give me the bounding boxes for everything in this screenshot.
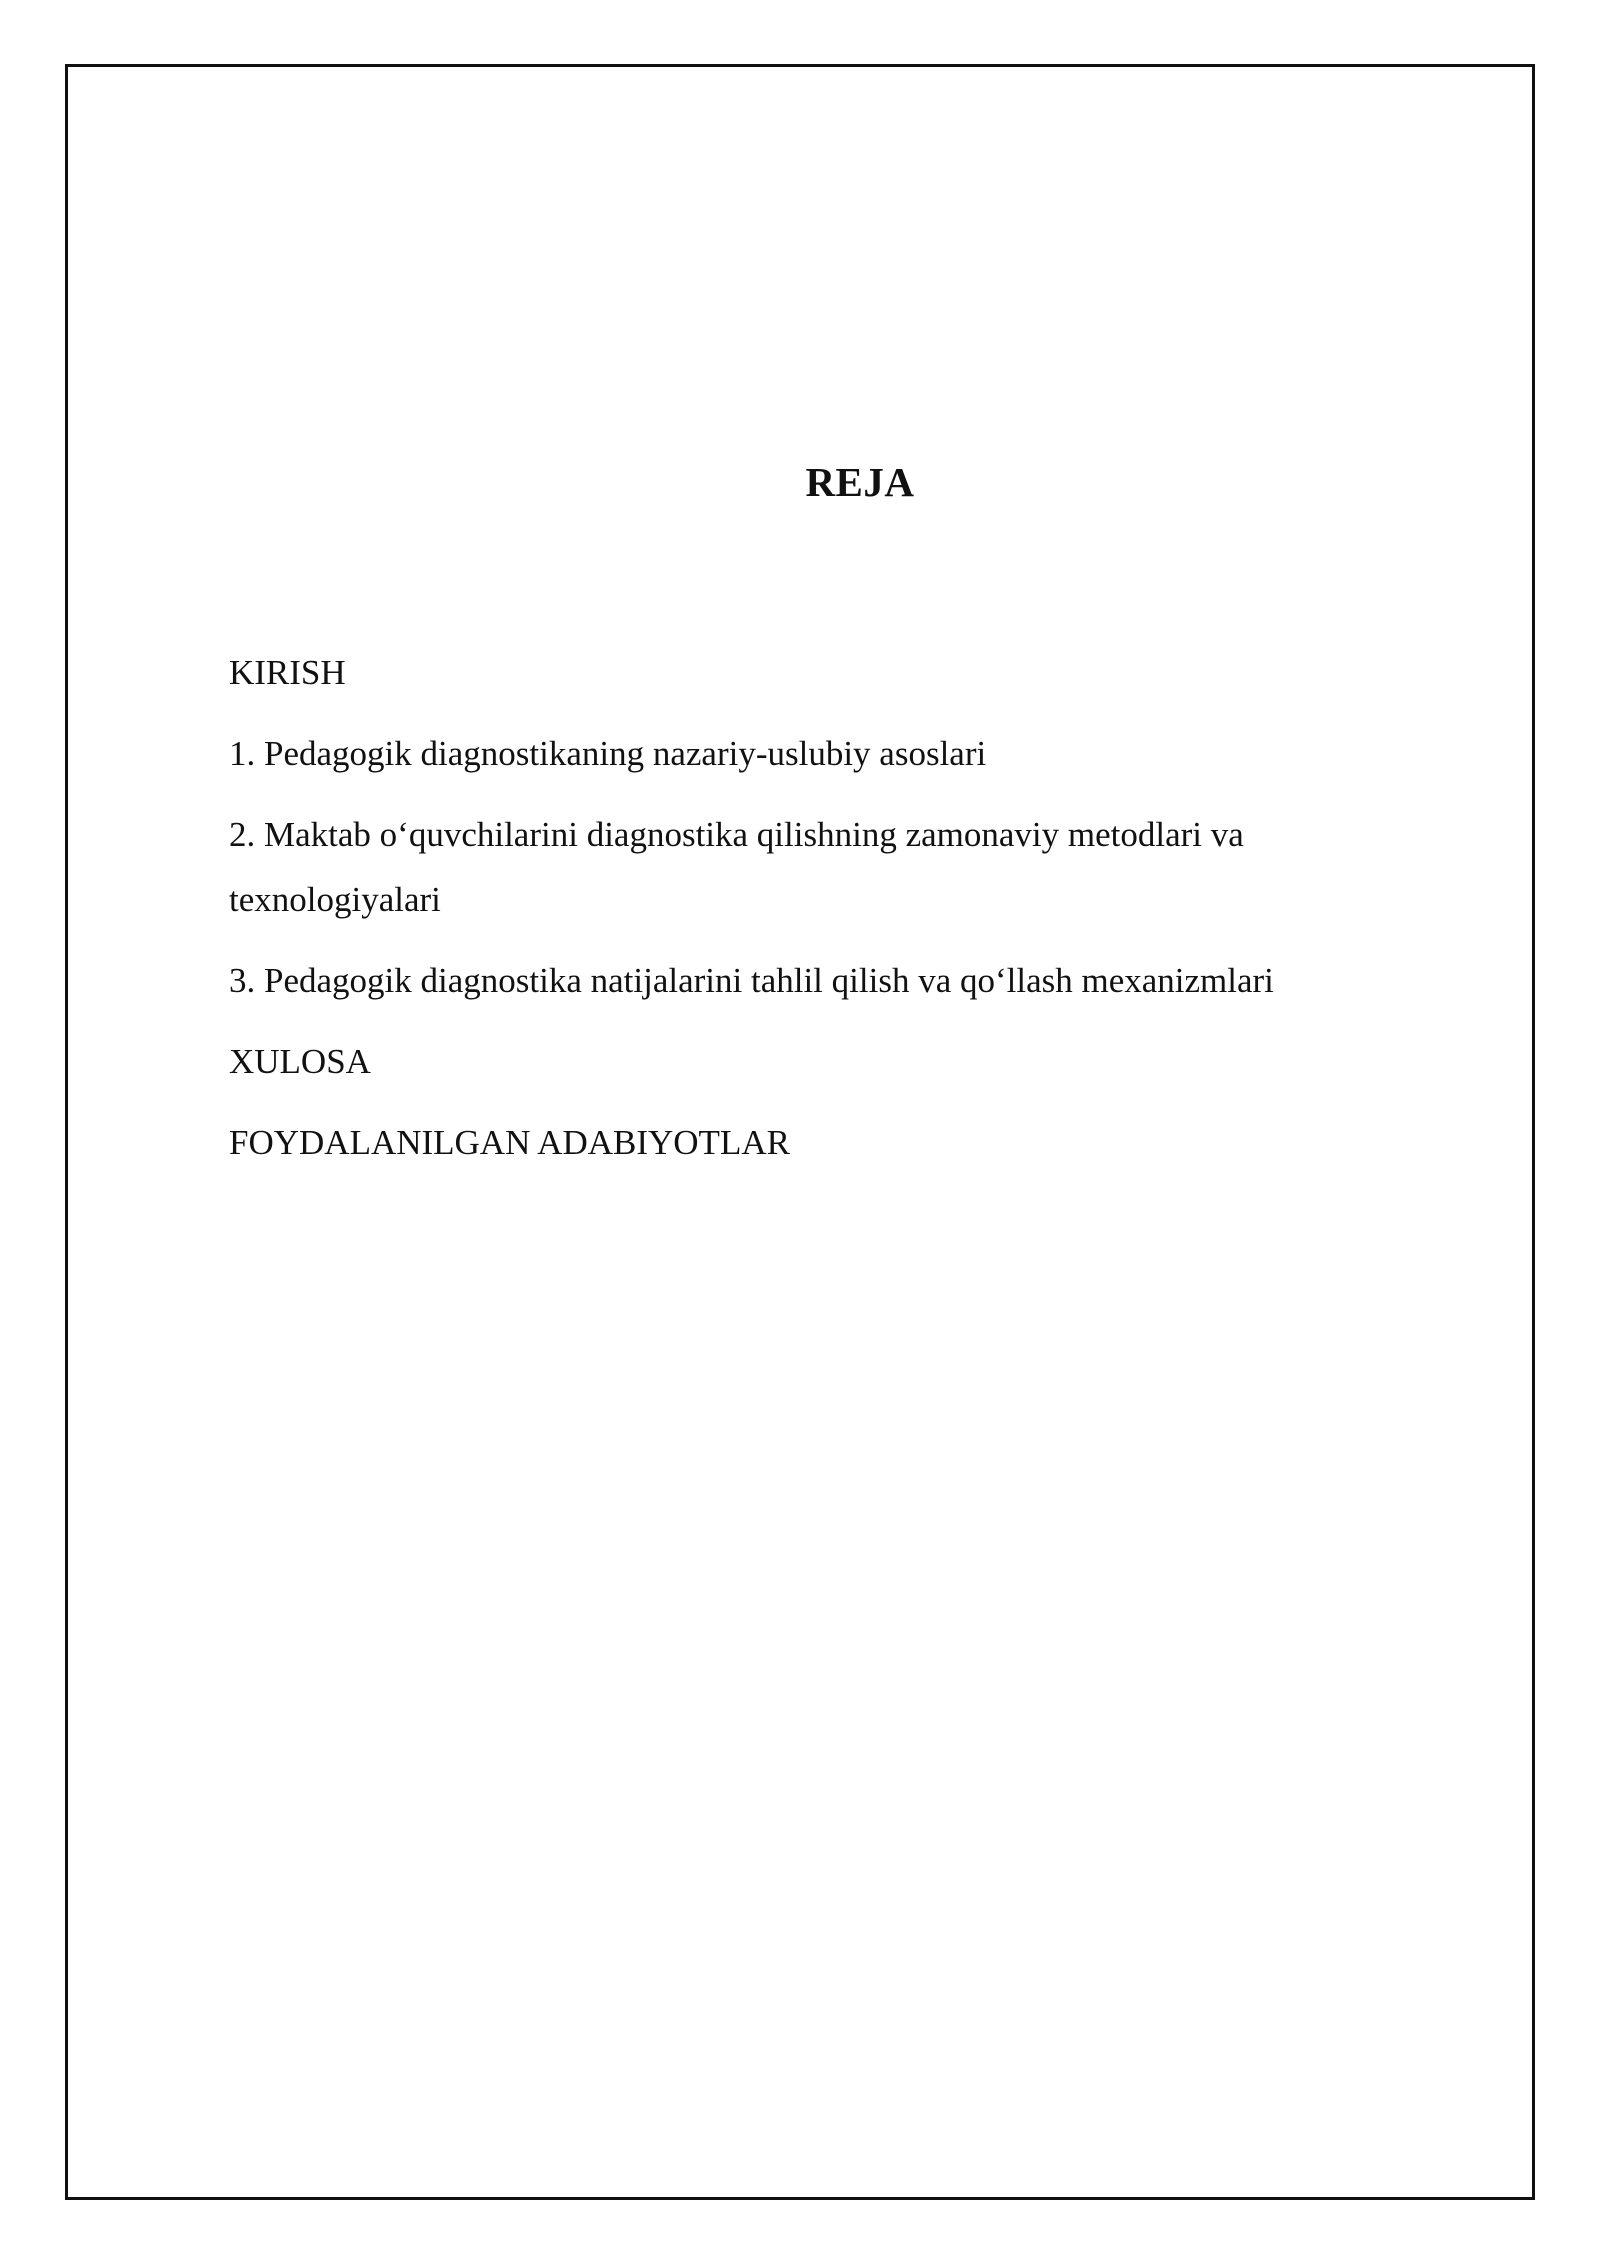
table-of-contents xyxy=(229,640,1379,1191)
toc-item-chapter-2: 2. Maktab o‘quvchilarini diagnostika qilishning zamonaviy metodlari va texnologiyalari xyxy=(229,815,1244,919)
toc-item-conclusion: XULOSA xyxy=(229,1042,371,1081)
toc-item-introduction: KIRISH xyxy=(229,653,346,692)
toc-item-chapter-3: 3. Pedagogik diagnostika natijalarini tahlil qilish va qo‘llash mexanizmlari xyxy=(229,961,1274,1000)
toc-item-references: FOYDALANILGAN ADABIYOTLAR xyxy=(229,1123,790,1162)
toc-item-chapter-1: 1. Pedagogik diagnostikaning nazariy-uslubiy asoslari xyxy=(229,734,987,773)
page-title: REJA xyxy=(805,459,915,505)
